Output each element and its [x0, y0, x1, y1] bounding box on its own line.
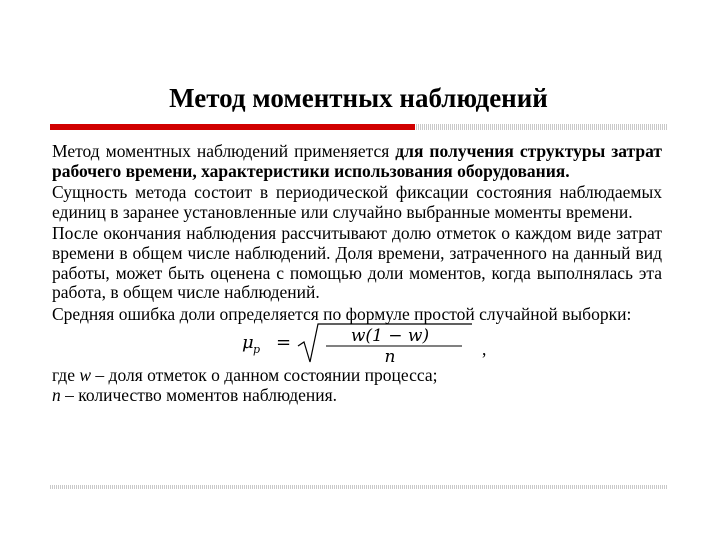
title-accent-bar: [50, 124, 415, 130]
formula-lhs-subscript: p: [253, 343, 261, 357]
paragraph-definition-bold: для получения структуры затрат рабочего времени, характеристики использования оборудования.: [52, 141, 662, 181]
formula-numerator: w(1 − w): [350, 326, 430, 347]
paragraph-essence: Сущность метода состоит в периодической фиксации состояния наблюдаемых единиц в заранее установленные или случайно выбранные моменты времени.: [52, 182, 662, 222]
paragraph-calculation: После окончания наблюдения рассчитывают долю отметок о каждом виде затрат времени в общем числе наблюдений. Доля времени, затраченного на данный вид работы, может быть оценена с помощью доли моментов, когда выполнялась эта работа, в общем числе наблюдений.: [52, 223, 662, 303]
paragraph-definition-text: Метод моментных наблюдений применяется: [52, 141, 396, 161]
formula-lhs: μ: [242, 332, 254, 354]
formula-equals: =: [276, 332, 292, 354]
note-n: [52, 386, 662, 406]
formula-denominator: n: [384, 347, 396, 367]
bottom-divider: [50, 485, 667, 489]
slide-body: [52, 142, 662, 406]
formula-trailing-comma: ,: [482, 339, 487, 360]
note-w-prefix: где: [52, 365, 80, 386]
formula-sampling-error: [240, 322, 480, 366]
slide-title: Метод моментных наблюдений: [169, 83, 548, 113]
note-n-text: – количество моментов наблюдения.: [60, 384, 338, 405]
note-w-var: w: [79, 365, 92, 386]
note-n-var: n: [52, 384, 61, 405]
paragraph-error: Средняя ошибка доли определяется по формуле простой случайной выборки:: [52, 303, 632, 324]
note-w-text: – доля отметок о данном состоянии процесса;: [91, 365, 438, 386]
note-w: [52, 366, 662, 386]
paragraph-definition: [52, 142, 662, 181]
formula-line: [52, 326, 662, 366]
